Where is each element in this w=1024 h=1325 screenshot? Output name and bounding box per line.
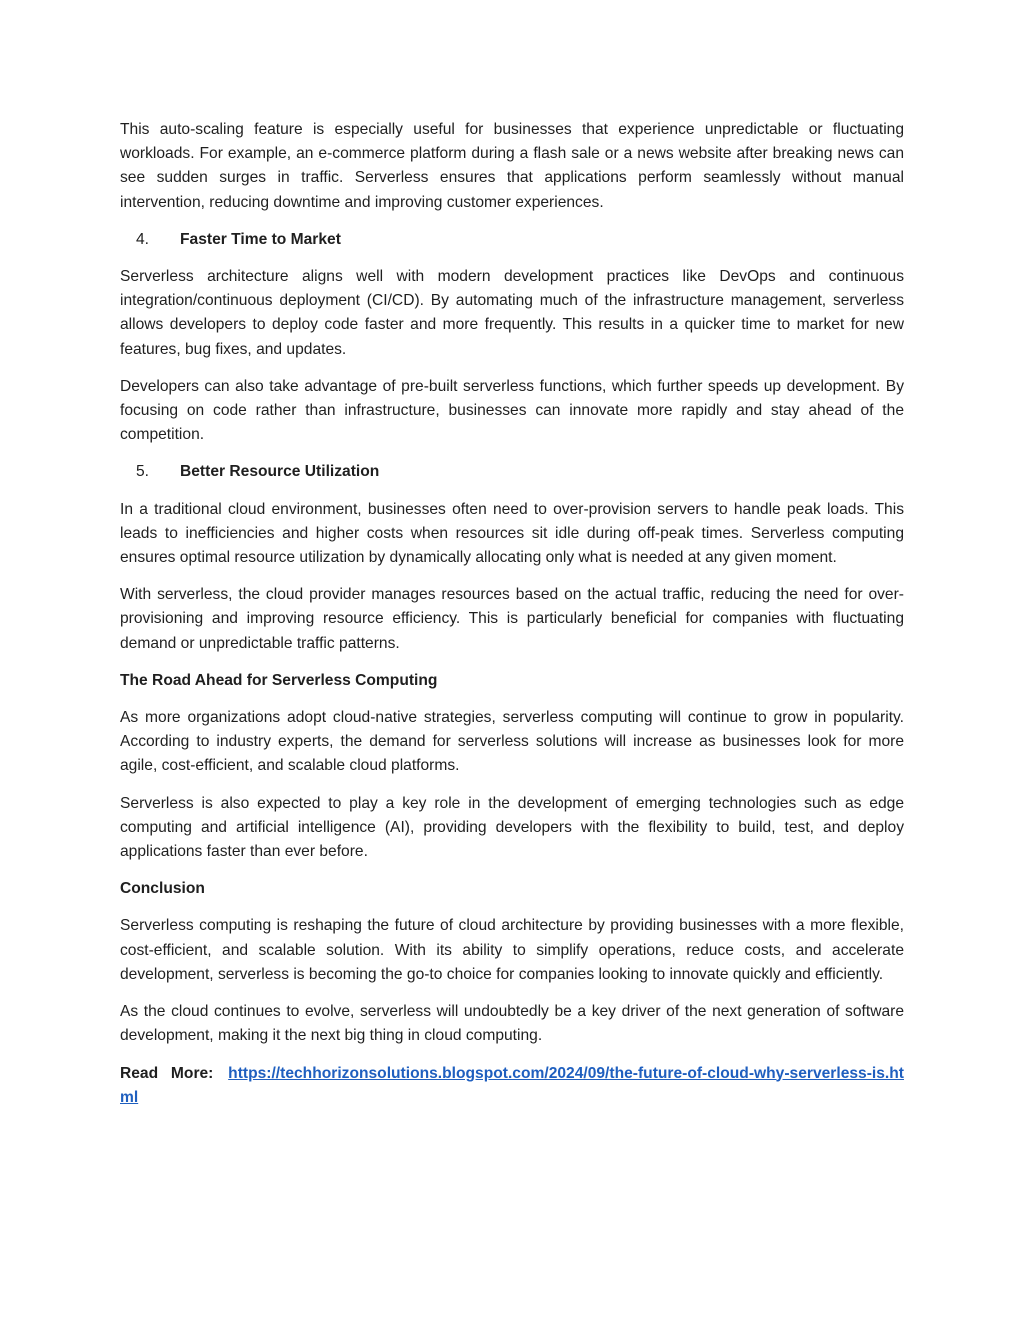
conclusion-paragraph-2: As the cloud continues to evolve, serverless will undoubtedly be a key driver of the next generation of software development, making it the next big thing in cloud computing.	[120, 1003, 904, 1045]
read-more-label: Read More:	[120, 1064, 214, 1082]
road-ahead-paragraph-2: Serverless is also expected to play a key role in the development of emerging technologies such as edge computing and artificial intelligence (AI), providing developers with the flexibility to build, test, and deploy applications faster than ever before.	[120, 794, 904, 861]
section-heading-road-ahead: The Road Ahead for Serverless Computing	[120, 671, 438, 689]
list-heading-better-resource-utilization: Better Resource Utilization	[180, 463, 380, 481]
faster-time-paragraph-2: Developers can also take advantage of pre-built serverless functions, which further speeds up development. By focusing on code rather than infrastructure, businesses can innovate more rapidly and stay ahead of the competition.	[120, 377, 904, 444]
read-more-line	[120, 1062, 904, 1110]
road-ahead-paragraph-1: As more organizations adopt cloud-native strategies, serverless computing will continue to grow in popularity. According to industry experts, the demand for serverless solutions will increase as businesses look for more agile, cost-efficient, and scalable cloud platforms.	[120, 709, 904, 775]
list-item-better-resource-utilization	[120, 460, 904, 484]
intro-paragraph: This auto-scaling feature is especially useful for businesses that experience unpredictable or fluctuating workloads. For example, an e-commerce platform during a flash sale or a news website after breaking news can see sudden surges in traffic. Serverless ensures that applications perform seamlessly without manual intervention, reducing downtime and improving customer experiences.	[120, 121, 904, 211]
read-more-link[interactable]: https://techhorizonsolutions.blogspot.com/2024/09/the-future-of-cloud-why-serverless-is.html	[120, 1064, 904, 1106]
list-number: 5.	[135, 463, 149, 481]
resource-utilization-paragraph-1: In a traditional cloud environment, businesses often need to over-provision servers to handle peak loads. This leads to inefficiencies and higher costs when resources sit idle during off-peak times. Serverless computing ensures optimal resource utilization by dynamically allocating only what is needed at any given moment.	[120, 500, 904, 567]
resource-utilization-paragraph-2: With serverless, the cloud provider manages resources based on the actual traffic, reducing the need for over-provisioning and improving resource efficiency. This is particularly beneficial for companies with fluctuating demand or unpredictable traffic patterns.	[120, 586, 904, 652]
list-number: 4.	[135, 230, 149, 248]
list-heading-faster-time-to-market: Faster Time to Market	[180, 230, 341, 248]
section-heading-conclusion: Conclusion	[120, 880, 205, 898]
list-item-faster-time-to-market	[120, 228, 904, 252]
conclusion-paragraph-1: Serverless computing is reshaping the future of cloud architecture by providing businesses with a more flexible, cost-efficient, and scalable solution. With its ability to simplify operations, reduce costs, and accelerate development, serverless is becoming the go-to choice for companies looking to innovate quickly and efficiently.	[120, 917, 904, 983]
faster-time-paragraph-1: Serverless architecture aligns well with modern development practices like DevOps and continuous integration/continuous deployment (CI/CD). By automating much of the infrastructure management, serverless allows developers to deploy code faster and more frequently. This results in a quicker time to market for new features, bug fixes, and updates.	[120, 268, 904, 358]
document-page	[120, 118, 904, 1110]
